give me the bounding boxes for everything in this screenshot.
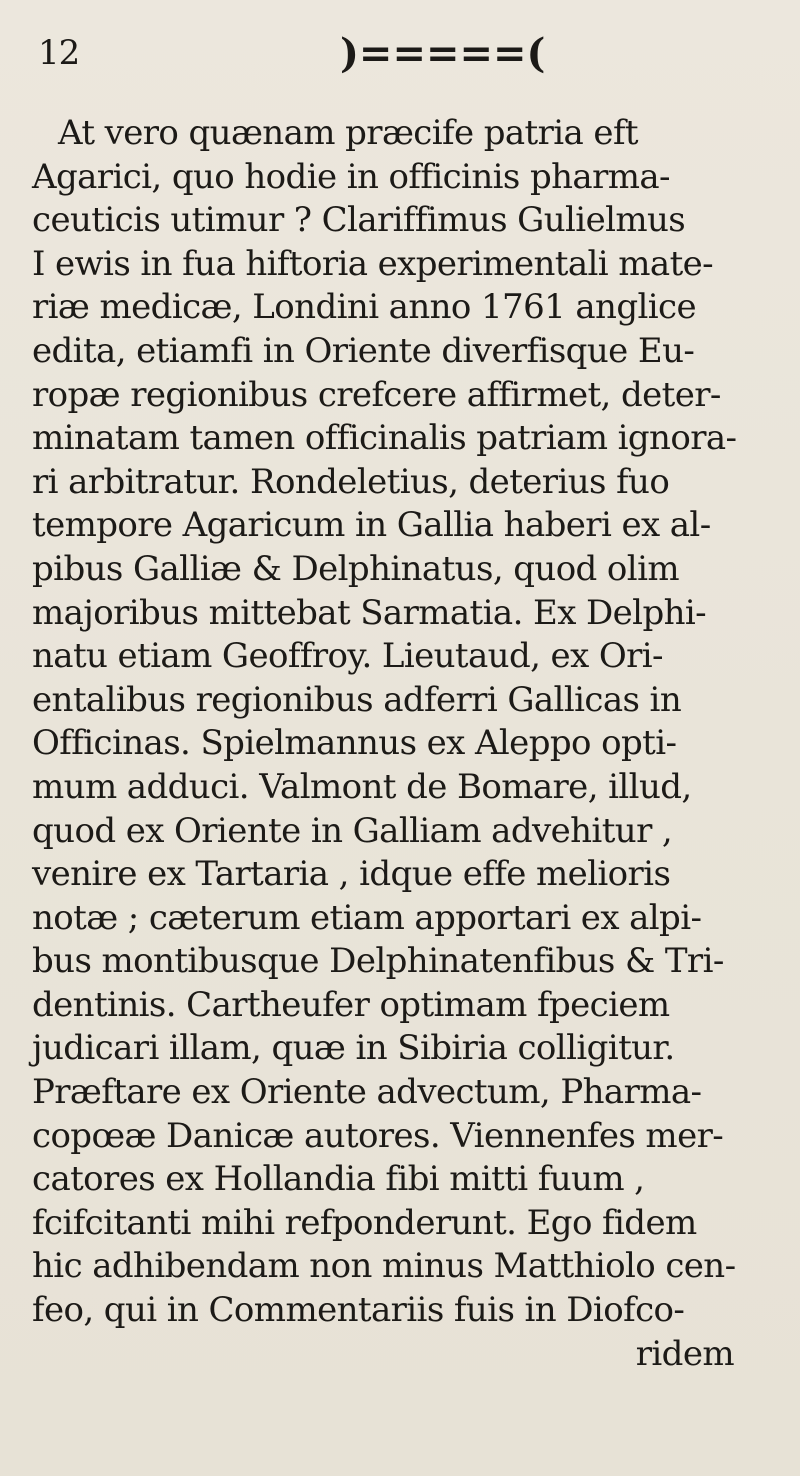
text-line: natu etiam Geoffroy. Lieutaud, ex Ori-	[32, 636, 663, 677]
text-line: ceuticis utimur ? Clariffimus Gulielmus	[32, 200, 686, 241]
text-line: entalibus regionibus adferri Gallicas in	[32, 679, 682, 720]
text-line: notæ ; cæterum etiam apportari ex alpi-	[32, 897, 702, 938]
text-line: edita, etiamfi in Oriente diverfisque Eu-	[32, 330, 695, 371]
text-line: Agarici, quo hodie in officinis pharma-	[32, 156, 670, 197]
text-line: At vero quænam præcife patria eft	[58, 113, 638, 153]
text-line: mum adduci. Valmont de Bomare, illud,	[32, 766, 692, 807]
text-line: I ewis in fua hiftoria experimentali mate-	[32, 243, 714, 284]
text-line: Officinas. Spielmannus ex Aleppo opti-	[32, 723, 677, 764]
text-line: majoribus mittebat Sarmatia. Ex Delphi-	[32, 592, 707, 633]
body-text	[32, 112, 792, 1376]
text-line: feo, qui in Commentariis fuis in Diofco-	[32, 1290, 685, 1331]
text-line: tempore Agaricum in Gallia haberi ex al-	[32, 505, 711, 546]
text-line: dentinis. Cartheufer optimam fpeciem	[32, 984, 670, 1025]
text-line: catores ex Hollandia fibi mitti fuum ,	[32, 1159, 645, 1200]
text-line: ropæ regionibus crefcere affirmet, deter-	[32, 374, 721, 415]
page-header	[0, 0, 800, 100]
text-line: judicari illam, quæ in Sibiria colligitur.	[32, 1028, 675, 1069]
text-line: hic adhibendam non minus Matthiolo cen-	[32, 1246, 736, 1287]
header-ornament: )=====(	[340, 30, 546, 77]
text-line: ri arbitratur. Rondeletius, deterius fuo	[32, 461, 670, 502]
text-line: venire ex Tartaria , idque effe melioris	[32, 854, 671, 895]
text-line: copœæ Danicæ autores. Viennenfes mer-	[32, 1115, 724, 1156]
catchword: ridem	[635, 1333, 734, 1374]
text-line: quod ex Oriente in Galliam advehitur ,	[32, 810, 673, 851]
text-line: fcifcitanti mihi refponderunt. Ego fidem	[32, 1202, 697, 1243]
text-line: riæ medicæ, Londini anno 1761 anglice	[32, 287, 696, 328]
text-line: minatam tamen officinalis patriam ignora-	[32, 418, 737, 459]
text-line: pibus Galliæ & Delphinatus, quod olim	[32, 548, 679, 589]
text-line: Præftare ex Oriente advectum, Pharma-	[32, 1072, 702, 1113]
text-line: bus montibusque Delphinatenfibus & Tri-	[32, 941, 724, 982]
page-number: 12	[38, 33, 80, 73]
